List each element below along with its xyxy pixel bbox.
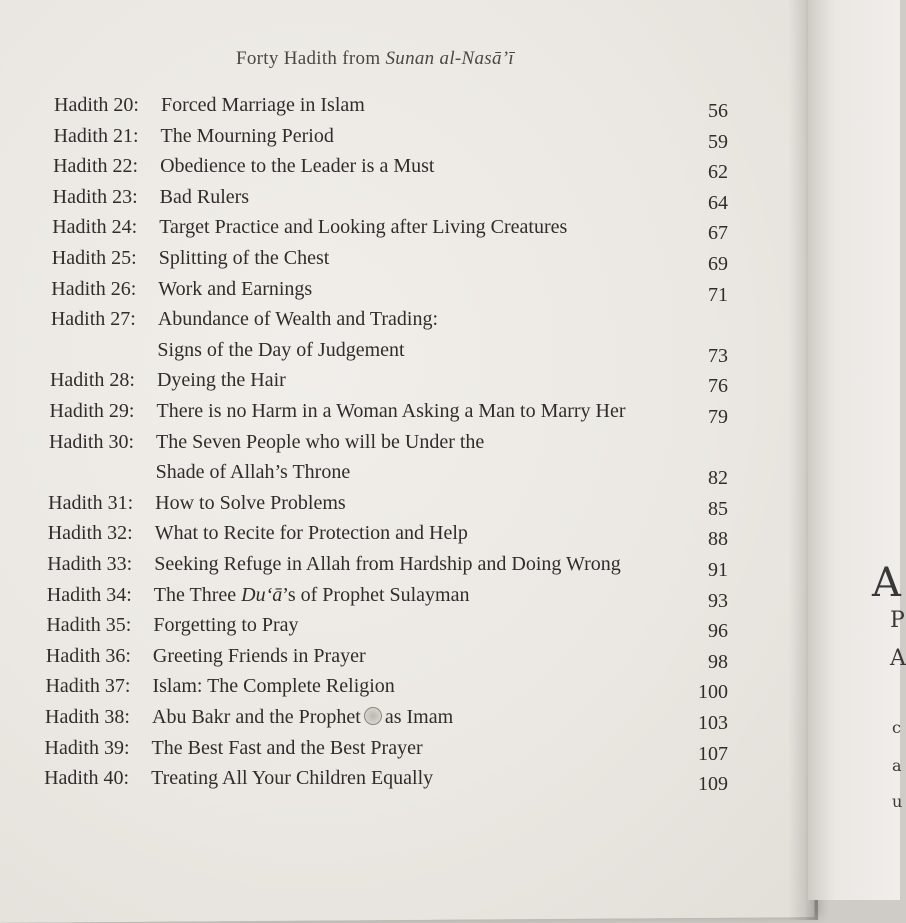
toc-entry-page-number: 88 [708, 528, 728, 551]
right-page-fragment: A [872, 560, 901, 606]
toc-entry-title: The Three Du‘ā’s of Prophet Sulayman [153, 583, 470, 606]
toc-entry-label: Hadith 36: [45, 644, 131, 667]
toc-entry-title: Islam: The Complete Religion [152, 675, 395, 698]
toc-entry-label: Hadith 40: [44, 767, 130, 790]
toc-entry [0, 94, 800, 124]
toc-entry-page-number: 71 [708, 283, 728, 306]
toc-entry [0, 125, 800, 155]
toc-entry [0, 186, 800, 216]
toc-entry-title: Target Practice and Looking after Living Creatures [159, 216, 568, 239]
toc-entry [0, 431, 800, 461]
toc-entry-page-number: 85 [708, 497, 728, 520]
toc-entry [0, 614, 800, 644]
toc-entry-page-number: 73 [708, 344, 728, 367]
toc-entry-title: Dyeing the Hair [156, 369, 286, 392]
toc-entry-label: Hadith 27: [50, 308, 136, 331]
honorific-seal-icon [364, 707, 382, 725]
toc-entry-title-line2: Signs of the Day of Judgement [157, 338, 405, 361]
toc-entry-label: Hadith 23: [52, 185, 138, 208]
toc-entry [0, 155, 800, 185]
toc-entry-label: Hadith 33: [47, 553, 133, 575]
book-page-right [808, 0, 906, 900]
toc-entry-page-number: 109 [698, 773, 728, 796]
right-page-fragment: u [892, 792, 903, 811]
toc-entry-title-italic: Du‘ā [241, 583, 283, 606]
toc-entry-page-number: 62 [708, 161, 728, 184]
toc-entry [0, 675, 800, 705]
toc-entry-label: Hadith 20: [54, 94, 139, 116]
toc-entry-label: Hadith 21: [53, 124, 139, 147]
toc-entry-title: The Best Fast and the Best Prayer [151, 736, 423, 759]
toc-entry-title: The Mourning Period [160, 124, 334, 147]
toc-entry-title: Greeting Friends in Prayer [152, 644, 366, 667]
toc-entry-page-number: 79 [708, 406, 728, 428]
toc-entry-title: Abu Bakr and the Prophet as Imam [152, 706, 454, 728]
toc-entry-label: Hadith 37: [45, 675, 131, 698]
toc-entry-label: Hadith 31: [48, 491, 134, 514]
toc-entry-page-number: 103 [698, 712, 728, 734]
toc-entry [0, 369, 800, 399]
toc-entry-title-line2: Shade of Allah’s Throne [155, 461, 351, 484]
running-header-book-title: Sunan al-Nasā’ī [385, 48, 514, 69]
toc-entry-title: Abundance of Wealth and Trading: [157, 308, 439, 331]
toc-entry-title: Seeking Refuge in Allah from Hardship and Doing Wrong [154, 553, 621, 575]
toc-entry-page-number: 56 [708, 100, 728, 122]
toc-entry-page-number: 107 [698, 742, 728, 765]
toc-entry-page-number: 69 [708, 253, 728, 275]
toc-entry-page-number: 93 [708, 589, 728, 612]
toc-entry [0, 216, 800, 246]
toc-entry-title: Obedience to the Leader is a Must [160, 155, 435, 178]
toc-entry-page-number: 59 [708, 130, 728, 153]
toc-entry-page-number: 67 [708, 222, 728, 245]
right-page-fragment: A [890, 646, 906, 671]
toc-entry-page-number: 100 [698, 681, 728, 704]
toc-entry-page-number: 91 [708, 559, 728, 581]
toc-entry [0, 553, 800, 583]
toc-entry-label: Hadith 35: [46, 614, 132, 637]
running-header-prefix: Forty Hadith from [236, 48, 386, 69]
toc-entry [0, 767, 800, 797]
toc-entry-title: The Seven People who will be Under the [156, 430, 485, 453]
toc-entry-title: Work and Earnings [158, 277, 313, 300]
toc-entry [0, 278, 800, 308]
toc-entry-label: Hadith 39: [44, 736, 130, 759]
toc-entry-label: Hadith 30: [49, 430, 135, 453]
toc-entry-label: Hadith 25: [51, 247, 137, 269]
toc-entry-title: Forced Marriage in Islam [161, 94, 365, 116]
toc-entry-title: Bad Rulers [159, 185, 250, 208]
toc-entry [0, 308, 800, 338]
toc-entry [0, 645, 800, 675]
right-page-fragment: P [890, 608, 905, 633]
toc-entry-continuation [0, 461, 800, 491]
toc-entry-label: Hadith 38: [45, 706, 130, 728]
toc-entry-page-number: 96 [708, 620, 728, 643]
toc-entry-title: Forgetting to Pray [153, 614, 299, 637]
toc-entry [0, 584, 800, 614]
toc-entry-page-number: 98 [708, 650, 728, 673]
toc-entry-title: Treating All Your Children Equally [151, 767, 434, 790]
toc-entry-title: Splitting of the Chest [158, 247, 330, 269]
toc-entry-label: Hadith 24: [52, 216, 138, 239]
toc-entry-continuation [0, 339, 800, 369]
toc-entry-label: Hadith 29: [49, 400, 135, 422]
toc-entry-page-number: 82 [708, 467, 728, 490]
toc-entry [0, 492, 800, 522]
toc-entry-page-number: 76 [708, 375, 728, 398]
toc-entry-label: Hadith 28: [49, 369, 135, 392]
toc-entry-label: Hadith 22: [53, 155, 139, 178]
toc-entry-label: Hadith 26: [51, 277, 137, 300]
toc-entry-title: There is no Harm in a Woman Asking a Man to Marry Her [156, 400, 626, 422]
toc-entry [0, 247, 800, 277]
toc-entry-label: Hadith 32: [47, 522, 133, 545]
toc-entry [0, 400, 800, 430]
toc-entry-title: How to Solve Problems [155, 491, 346, 514]
toc-entry-page-number: 64 [708, 191, 728, 214]
toc-entry [0, 737, 800, 767]
right-page-fragment: a [892, 756, 902, 775]
right-page-fragment: c [892, 718, 901, 737]
toc-entry [0, 706, 800, 736]
toc-entry-label: Hadith 34: [46, 583, 132, 606]
toc-entry [0, 522, 800, 552]
toc-entry-title: What to Recite for Protection and Help [154, 522, 468, 545]
